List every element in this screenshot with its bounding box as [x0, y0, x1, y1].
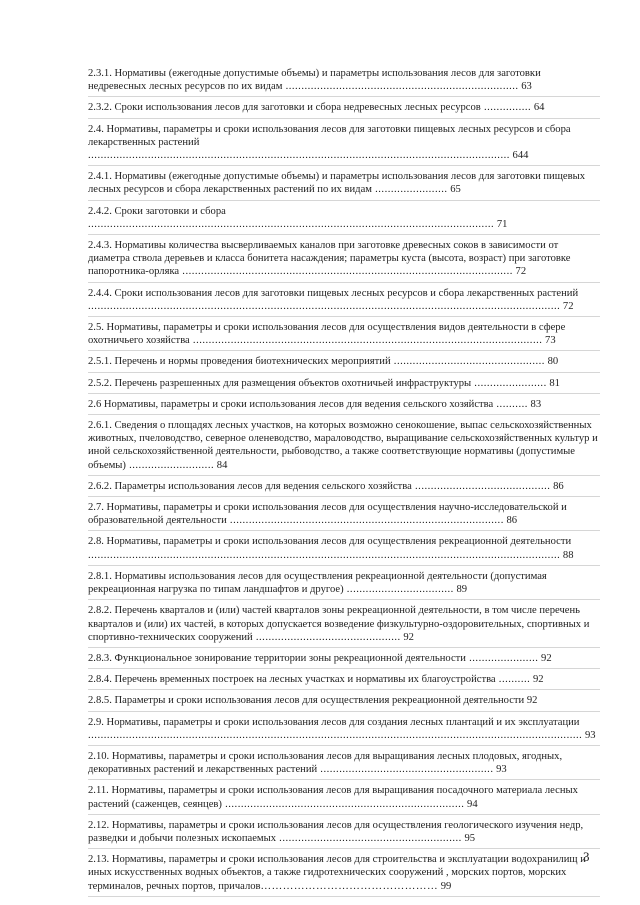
toc-leader-dots: .................................. — [343, 584, 454, 596]
toc-leader-dots: ........................................... — [411, 480, 551, 492]
toc-page-number: 72 — [562, 300, 574, 312]
toc-entry-text: 2.6.1. Сведения о площадях лесных участков, на которых возможно сенокошение, выпас сельскохозяйственных животных, пчеловодство, северное оленеводство, мараловодство, выращивание сельскохозяйственных культур и иной сельскохозяйственной деятельности, рыбоводство, а также соответствующие нормативы (допустимые объемы) — [88, 420, 598, 471]
toc-entry-2-6-2[interactable] — [88, 479, 600, 497]
toc-entry-2-4-4[interactable] — [88, 286, 600, 317]
toc-entry-2-4-3[interactable] — [88, 238, 600, 283]
toc-leader-dots: ....................... — [371, 184, 448, 196]
toc-leader-dots: ....................... — [471, 377, 547, 389]
toc-leader-dots: .......... — [493, 398, 528, 410]
toc-entry-text: 2.4. Нормативы, параметры и сроки использования лесов для заготовки пищевых лесных ресурсов и сбора лекарственных растений — [88, 123, 571, 148]
toc-entry-2-5[interactable] — [88, 320, 600, 351]
toc-page-number: 65 — [450, 184, 461, 196]
toc-entry-2-9[interactable] — [88, 715, 600, 746]
toc-page-number: 92 — [526, 695, 538, 707]
toc-entry-text: 2.4.2. Сроки заготовки и сбора — [88, 205, 226, 217]
toc-page-number: 93 — [584, 729, 596, 741]
toc-entry-2-8-3[interactable] — [88, 651, 600, 669]
toc-page-number: 644 — [512, 150, 529, 162]
toc-entry-text: 2.8.4. Перечень временных построек на лесных участках и нормативы их благоустройства — [88, 674, 496, 686]
toc-page-number: 72 — [515, 266, 527, 278]
toc-page-number: 93 — [496, 764, 507, 776]
toc-leader-dots: ...................................................................................................................................... — [88, 150, 510, 162]
toc-page-number: 95 — [464, 832, 476, 844]
toc-page-number: 94 — [467, 798, 478, 810]
toc-entry-text: 2.10. Нормативы, параметры и сроки использования лесов для выращивания лесных плодовых, ягодных, декоративных растений и лекарственных растений — [88, 750, 563, 776]
toc-entry-text: 2.4.1. Нормативы (ежегодные допустимые объемы) и параметры использования лесов для заготовки пищевых лесных ресурсов и сбора лекарственных растений по их видам — [88, 171, 585, 196]
toc-entry-text: 2.8. Нормативы, параметры и сроки использования лесов для осуществления рекреационной деятельности — [88, 536, 572, 548]
toc-entry-2-8-4[interactable] — [88, 672, 600, 690]
toc-entry-2-11[interactable] — [88, 783, 600, 814]
toc-entry-2-8-2[interactable] — [88, 603, 600, 648]
toc-leader-dots: ................................................................................................................................. — [88, 218, 495, 230]
toc-page-number: 92 — [541, 652, 552, 664]
toc-entry-2-4-2[interactable] — [88, 204, 600, 235]
toc-page-number: 88 — [562, 549, 574, 561]
toc-entry-2-8[interactable] — [88, 534, 600, 565]
toc-leader-dots: ...................................................................................................................................................... — [88, 300, 561, 312]
toc-leader-dots: ............................................................................................................................................................. — [88, 729, 583, 741]
toc-entry-text: 2.8.2. Перечень кварталов и (или) частей кварталов зоны рекреационной деятельности, в том числе перечень кварталов и (или) их частей, в которых допускается возведение физкультурно-оздоровительных, спортивных и спортивно-технических сооружений — [88, 605, 590, 643]
toc-entry-2-6[interactable] — [88, 397, 600, 415]
toc-page-number: 89 — [456, 584, 468, 596]
toc-entry-2-5-2[interactable] — [88, 376, 600, 394]
toc-entry-text: 2.5.2. Перечень разрешенных для размещения объектов охотничьей инфраструктуры — [88, 377, 472, 389]
toc-entry-text: 2.13. Нормативы, параметры и сроки использования лесов для строительства и эксплуатации водохранилищ и иных искусственных водных объектов, а также гидротехнических сооружений , морских портов, морских терминалов, речных портов, причалов — [88, 854, 586, 892]
toc-entry-text: 2.7. Нормативы, параметры и сроки использования лесов для осуществления научно-исследовательской и образовательной деятельности — [88, 502, 567, 527]
toc-entry-text: 2.8.3. Функциональное зонирование территории зоны рекреационной деятельности — [88, 652, 466, 664]
toc-page-number: 86 — [553, 480, 564, 492]
toc-leader-dots: ........................... — [125, 459, 215, 471]
toc-entry-2-13[interactable] — [88, 852, 600, 897]
toc-entry-2-6-1[interactable] — [88, 418, 600, 476]
toc-entry-2-3-1[interactable] — [88, 66, 600, 97]
toc-entry-2-8-1[interactable] — [88, 569, 600, 600]
toc-entry-2-7[interactable] — [88, 500, 600, 531]
toc-leader-dots: ...................... — [465, 652, 539, 664]
toc-entry-text: 2.11. Нормативы, параметры и сроки использования лесов для выращивания посадочного материала лесных растений (саженцев, сеянцев) — [88, 785, 578, 810]
toc-entry-text: 2.3.2. Сроки использования лесов для заготовки и сбора недревесных лесных ресурсов — [88, 102, 481, 114]
toc-leader-dots: ....................................................................................... — [226, 515, 504, 527]
table-of-contents — [88, 66, 600, 900]
toc-entry-text: 2.9. Нормативы, параметры и сроки использования лесов для создания лесных плантаций и их эксплуатации — [88, 716, 580, 728]
toc-page-number: 83 — [530, 398, 542, 410]
toc-entry-2-12[interactable] — [88, 818, 600, 849]
toc-entry-text: 2.4.3. Нормативы количества высверливаемых каналов при заготовке древесных соков в зависимости от диаметра ствола деревьев и класса бонитета насаждения; параметры куста (высота, возраст) при заготовке папоротника-орляка — [88, 240, 571, 278]
toc-page-number: 92 — [532, 674, 544, 686]
toc-entry-2-5-1[interactable] — [88, 354, 600, 372]
toc-page-number: 81 — [549, 377, 560, 389]
toc-page-number: 71 — [496, 218, 508, 230]
toc-entry-2-4-1[interactable] — [88, 169, 600, 200]
toc-entry-2-10[interactable] — [88, 749, 600, 780]
toc-page-number: 84 — [216, 459, 228, 471]
toc-leader-dots: ............... — [480, 102, 532, 114]
toc-entry-text: 2.8.1. Нормативы использования лесов для осуществления рекреационной деятельности (допустимая рекреационная нагрузка по типам ландшафтов и другое) — [88, 570, 547, 596]
toc-entry-text: 2.3.1. Нормативы (ежегодные допустимые объемы) и параметры использования лесов для заготовки недревесных лесных ресурсов по их видам — [88, 68, 541, 93]
toc-leader-dots: .......................................................... — [276, 832, 462, 844]
toc-leader-dots: .......................................................................... — [282, 81, 519, 93]
toc-leader-dots: ............................................................................ — [221, 798, 465, 810]
toc-page-number: 92 — [403, 631, 414, 643]
toc-page-number: 80 — [547, 356, 559, 368]
toc-leader-dots: .............................................. — [252, 631, 401, 643]
toc-entry-2-4[interactable] — [88, 122, 600, 167]
toc-entry-text: 2.6 Нормативы, параметры и сроки использования лесов для ведения сельского хозяйства — [88, 398, 494, 410]
toc-entry-2-8-5[interactable] — [88, 693, 600, 711]
toc-page-number: 86 — [506, 515, 518, 527]
toc-leader-dots: ………………………………………… — [260, 880, 439, 892]
toc-page-number: 99 — [440, 880, 452, 892]
toc-entry-text: 2.5. Нормативы, параметры и сроки использования лесов для осуществления видов деятельности в сфере охотничьего хозяйства — [88, 322, 566, 347]
toc-leader-dots: ................................................ — [390, 356, 545, 368]
toc-entry-text: 2.4.4. Сроки использования лесов для заготовки пищевых лесных ресурсов и сбора лекарственных растений — [88, 287, 579, 299]
toc-page-number: 73 — [545, 335, 556, 347]
toc-entry-text: 2.8.5. Параметры и сроки использования лесов для осуществления рекреационной деятельности — [88, 695, 525, 707]
toc-entry-2-3-2[interactable] — [88, 100, 600, 118]
toc-entry-text: 2.6.2. Параметры использования лесов для ведения сельского хозяйства — [88, 480, 412, 492]
page-number: 3 — [583, 849, 590, 864]
toc-leader-dots: .......... — [495, 674, 531, 686]
toc-leader-dots: ......................................................................................................... — [179, 266, 513, 278]
toc-entry-text: 2.12. Нормативы, параметры и сроки использования лесов для осуществления геологического изучения недр, разведки и добычи полезных ископаемых — [88, 819, 584, 844]
toc-leader-dots: ............................................................................................................... — [189, 335, 543, 347]
toc-page-number: 64 — [533, 102, 545, 114]
toc-leader-dots: ...................................................................................................................................................... — [88, 549, 561, 561]
toc-page-number: 63 — [521, 81, 532, 93]
toc-leader-dots: ....................................................... — [317, 764, 494, 776]
toc-entry-text: 2.5.1. Перечень и нормы проведения биотехнических мероприятий — [88, 356, 391, 368]
